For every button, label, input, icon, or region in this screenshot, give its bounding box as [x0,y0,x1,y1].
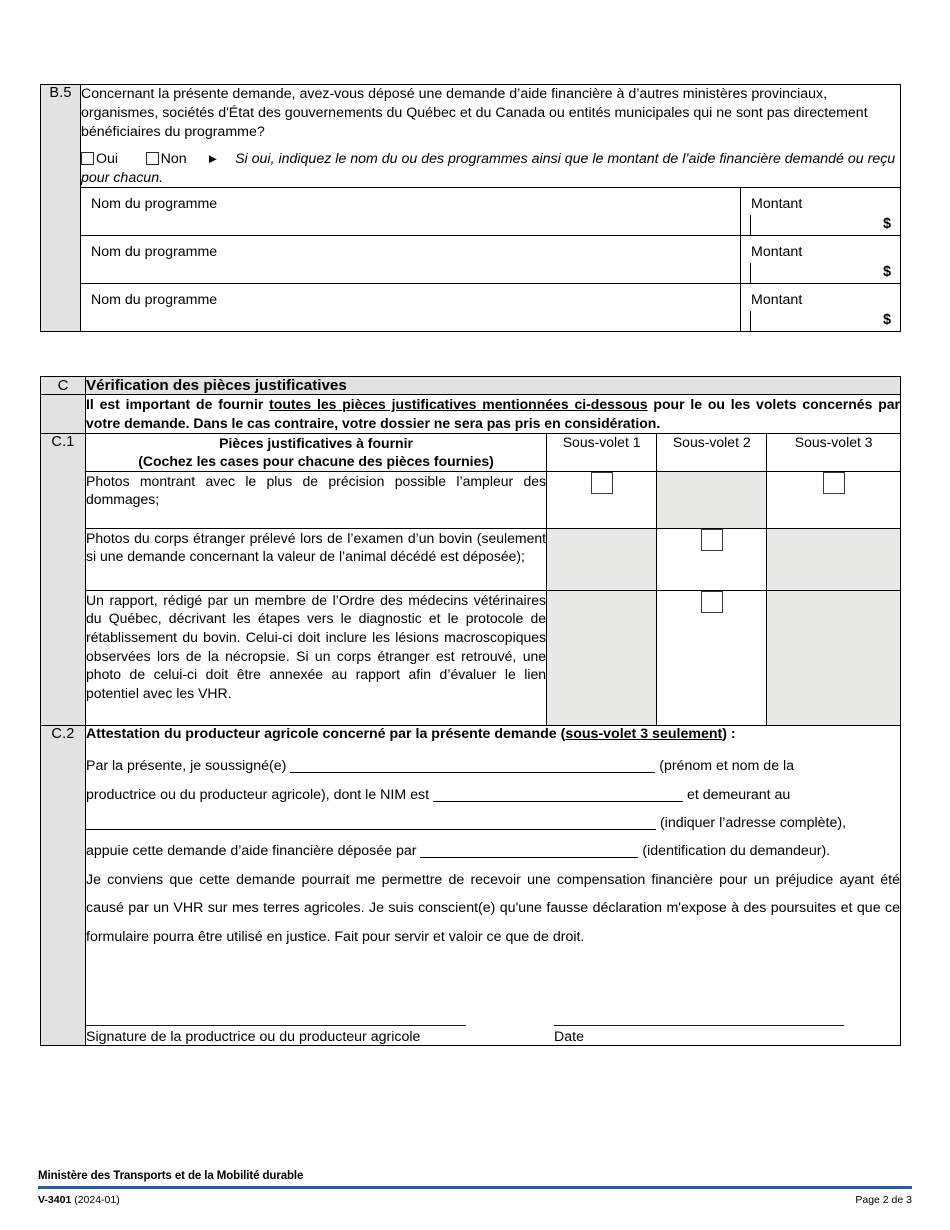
c1-document-row-3 [86,590,900,725]
section-c1-grid-cell [86,433,901,725]
b5-options-line [81,150,900,188]
c2-title-underlined: sous-volet 3 seulement [565,726,723,743]
section-c1-label: C.1 [41,433,86,725]
b5-amount-cell-3[interactable] [741,284,901,332]
c1-document-row-2 [86,528,900,590]
b5-option-no[interactable] [146,150,187,169]
warning-underlined: toutes les pièces justificatives mentionnées ci-dessous [269,396,648,412]
c1-document-description-1: Photos montrant avec le plus de précision possible l’ampleur des dommages; [86,471,547,528]
checkbox-icon-row3-volet2[interactable] [701,591,723,613]
c1-document-description-2: Photos du corps étranger prélevé lors de l’examen d’un bovin (seulement si une demande concernant la valeur de l’animal décédé est déposée); [86,528,547,590]
c1-blocked-cell-3-1 [547,590,657,725]
b5-program-name-label-2: Nom du programme [91,244,218,261]
b5-amount-label-1: Montant [751,196,803,213]
checkbox-icon-row1-volet3[interactable] [823,472,845,494]
field-demandeur[interactable] [420,857,638,858]
footer-form-code [38,1194,120,1206]
b5-program-name-cell-3[interactable] [81,284,741,332]
section-c2-label: C.2 [41,726,86,1046]
b5-question-text: Concernant la présente demande, avez-vous déposé une demande d’aide financière à d’autres ministères provinciaux, organismes, sociétés d'État des gouvernements du Québec et du Canada ou entités municipales qui ne sont pas directement bénéficiaires du programme? [81,86,868,140]
section-c-table [40,376,901,1046]
b5-amount-cell-1[interactable] [741,188,901,236]
c1-checkbox-cell-2-2[interactable] [657,528,767,590]
c2-line4-prefix: appuie cette demande d’aide financière déposée par [86,843,417,860]
c1-blocked-cell-2-3 [767,528,900,590]
c2-declaration-fill-block [86,752,900,866]
c1-blocked-cell-3-3 [767,590,900,725]
c1-checkbox-cell-1-1[interactable] [547,471,657,528]
b5-intro-row [41,85,901,188]
footer-form-revision: (2024-01) [74,1194,120,1206]
c1-checkbox-cell-1-3[interactable] [767,471,900,528]
c2-title-part1: Attestation du producteur agricole concerné par la présente demande ( [86,726,566,743]
page-footer [38,1170,912,1206]
footer-organization: Ministère des Transports et de la Mobilité durable [38,1170,304,1182]
b5-program-row-1 [41,188,901,236]
c1-blocked-cell-2-1 [547,528,657,590]
c1-checkbox-cell-3-2[interactable] [657,590,767,725]
c1-column-header-2: Sous-volet 2 [657,434,767,471]
amount-divider-3 [750,311,751,331]
signature-caption: Signature de la productrice ou du producteur agricole [86,1029,421,1046]
amount-divider-2 [750,263,751,283]
c2-line1-prefix: Par la présente, je soussigné(e) [86,758,287,775]
warning-part2: pour le ou les volets concernés par votre demande. Dans le cas contraire, votre dossier ne sera pas pris en considération. [86,396,900,431]
c2-line2-suffix: et demeurant au [686,786,791,803]
c2-blank-space [86,951,900,1025]
b5-program-name-cell-2[interactable] [81,236,741,284]
b5-program-row-2 [41,236,901,284]
section-c-warning-row [41,395,901,434]
c2-agreement-paragraph: Je conviens que cette demande pourrait me permettre de recevoir une compensation financière pour un préjudice ayant été causé par un VHR sur mes terres agricoles. Je suis conscient(e) qu'une fausse déclaration m'expose à des poursuites et que ce formulaire pourra être utilisé en justice. Fait pour servir et valoir ce que de droit. [86,871,900,945]
section-b5-table [40,84,901,332]
b5-program-name-cell-1[interactable] [81,188,741,236]
section-c-label: C [41,377,86,395]
section-c-warning-text [86,395,901,434]
c1-blocked-cell-1-2 [657,471,767,528]
field-nim[interactable] [433,801,683,802]
checkbox-icon-non[interactable] [146,152,159,165]
date-caption: Date [554,1029,584,1046]
checkbox-icon-oui[interactable] [81,152,94,165]
section-b5-label: B.5 [41,85,81,332]
supporting-documents-table [86,434,900,725]
date-block[interactable] [554,1025,844,1045]
c1-column-header-3: Sous-volet 3 [767,434,900,471]
currency-symbol-3: $ [882,312,892,329]
c1-document-description-3: Un rapport, rédigé par un membre de l’Ordre des médecins vétérinaires du Québec, décrivant les étapes vers le diagnostic et le protocole de rétablissement du bovin. Celui-ci doit inclure les lésions macroscopiques observées lors de la nécropsie. Si un corps étranger est retrouvé, une photo de celui-ci doit être annexée au rapport afin d’évaluer le lien potentiel avec les VHR. [86,590,547,725]
c2-line2-prefix: productrice ou du producteur agricole), dont le NIM est [86,786,430,803]
amount-divider-1 [750,215,751,235]
currency-symbol-1: $ [882,216,892,233]
b5-option-yes[interactable] [81,150,118,169]
warning-part1: Il est important de fournir [86,396,270,412]
c2-line3-suffix: (indiquer l’adresse complète), [659,815,847,832]
section-c2-body [86,726,901,1046]
section-c-header-row [41,377,901,395]
checkbox-icon-row1-volet1[interactable] [591,472,613,494]
c2-line1-suffix: (prénom et nom de la [659,758,795,775]
c1-document-row-1 [86,471,900,528]
c1-header-main-line1: Pièces justificatives à fournir [219,434,413,451]
section-c-title: Vérification des pièces justificatives [86,377,901,395]
c2-signature-row [86,1025,900,1045]
currency-symbol-2: $ [882,264,892,281]
footer-bottom-row [38,1189,912,1206]
c2-line4-suffix: (identification du demandeur). [642,843,831,860]
checkbox-icon-row2-volet2[interactable] [701,529,723,551]
signature-block[interactable] [86,1025,466,1045]
section-c1-row [41,433,901,725]
c1-header-main [86,434,547,471]
b5-instruction-text: Si oui, indiquez le nom du ou des programmes ainsi que le montant de l’aide financière demandé ou reçu pour chacun. [81,150,896,186]
b5-amount-cell-2[interactable] [741,236,901,284]
right-triangle-icon: ► [206,150,220,166]
b5-program-row-3 [41,284,901,332]
b5-question-cell [81,85,901,188]
section-c2-row [41,726,901,1046]
c2-attestation-title [86,726,900,742]
field-adresse[interactable] [86,829,656,830]
b5-option-yes-label: Oui [96,150,119,167]
b5-program-name-label-3: Nom du programme [91,292,218,309]
c2-title-part2: ) : [722,726,736,743]
footer-page-number: Page 2 de 3 [855,1194,912,1206]
c1-header-main-line2: (Cochez les cases pour chacune des pièces fournies) [138,453,494,470]
c1-header-row [86,434,900,471]
c1-column-header-1: Sous-volet 1 [547,434,657,471]
b5-option-no-label: Non [160,150,187,167]
section-c-spacer-label [41,395,86,434]
b5-program-name-label-1: Nom du programme [91,196,218,213]
field-nom-prenom[interactable] [290,772,655,773]
b5-amount-label-2: Montant [751,244,803,261]
footer-form-number: V-3401 [38,1194,72,1206]
b5-amount-label-3: Montant [751,292,803,309]
